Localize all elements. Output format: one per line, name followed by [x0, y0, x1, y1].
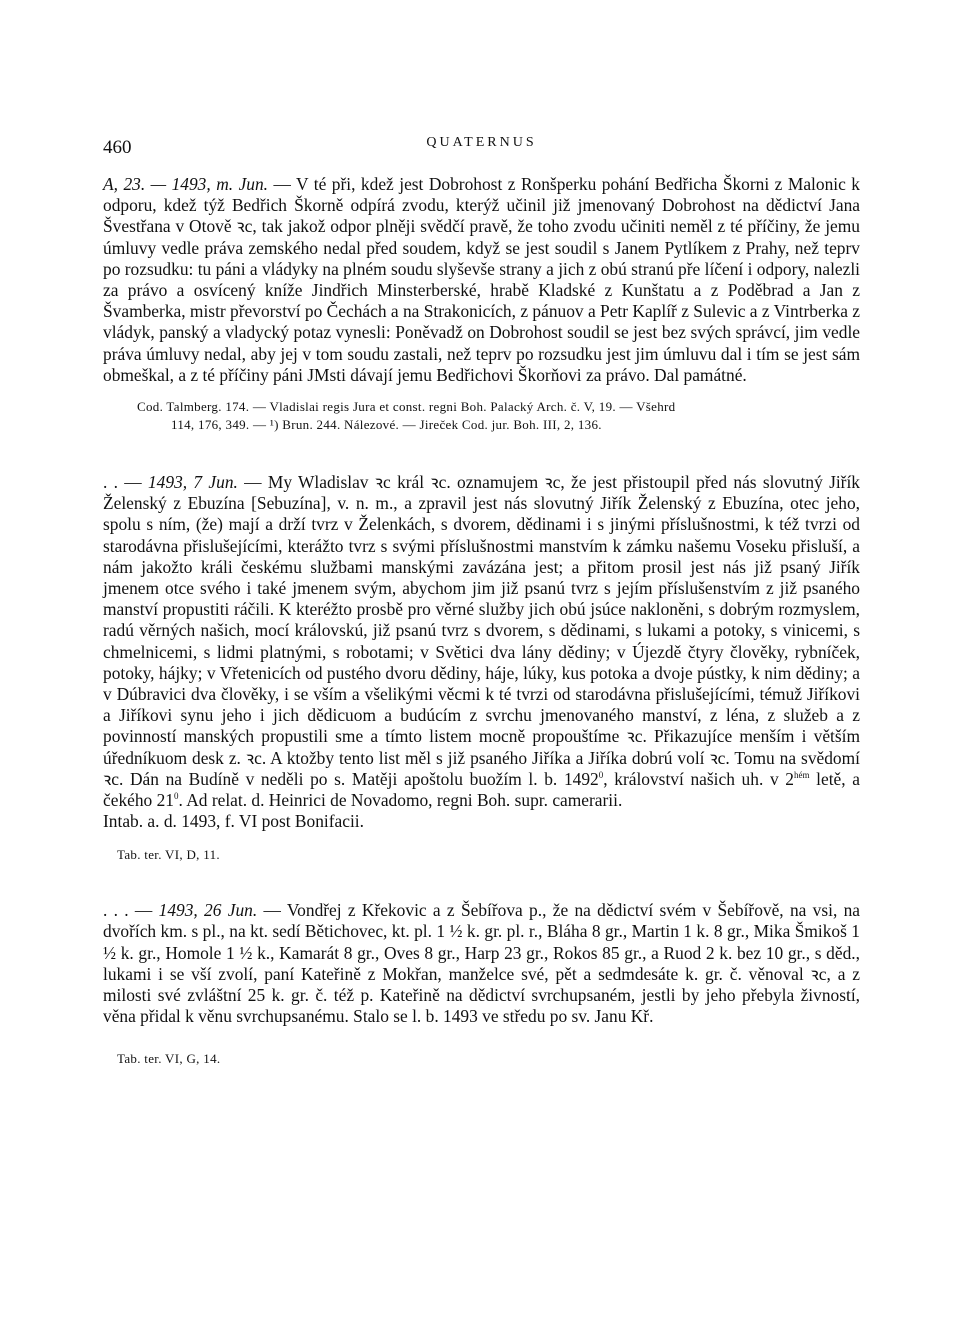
entry-2-note: Tab. ter. VI, D, 11.	[117, 847, 220, 863]
page-header	[103, 120, 860, 170]
entry-1-body: — V té při, kdež jest Dobrohost z Ronšperku pohání Bedřicha Škorni z Malonic k odporu, kdež týž Bedřich Škorně odpírá zvodu, kterýž učinil již jmenovaný Dobrohost na dědictví Jana Švestřana v Otově ꝛc, tak jakož odpor plněji svědčí pravě, že toho zvodu učiniti neměl z té příčiny, že jemu úmluvy vedle práva zemského nedal před soudem, když se jest soudil s Janem Pytlíkem z Prahy, než teprv po rozsudku: tu páni a vládyky na plném soudu slyševše strany a jich z obú stranú pře líčení i odpory, nalezli za právo a osvícený kníže Jindřich Minsterberské, hrabě Kladské z Kunštatu a z Poděbrad a Jan z Švamberka, mistr převorství po Čechách a na Strakonicích, z pánuov a Petr Kaplíř z Sulevic a z Vintrberka z vládyk, panský a vladycký potaz vynesli: Poněvadž on Dobrohost soudil se jest bez svých správcí, jim vedle práva úmluvy nedal, aby jej v tom soudu zastali, než teprv po rozsudku jest jim úmluvu dal i tím se jest sám obmeškal, a z té příčiny páni JMsti dávají jemu Bedřichovi Škorňovi za právo. Dal památné.	[103, 174, 860, 385]
entry-1	[103, 174, 860, 434]
entry-3	[103, 900, 860, 1067]
entry-2-body-d: . Ad relat. d. Heinrici de Novadomo, regni Boh. supr. camerarii.	[178, 790, 623, 811]
entry-2-date: 1493, 7 Jun.	[147, 472, 238, 493]
entry-1-text	[103, 174, 860, 386]
entry-2-body-c: letě, a čekého 21	[103, 768, 861, 811]
entry-3-prefix: . . . —	[103, 900, 159, 921]
entry-2-body-a: — My Wladislav ꝛc král ꝛc. oznamujem ꝛc, že jest přistoupil před nás slovutný Jiřík Želenský z Ebuzína [Sebuzína], v. n. m., a zpravil jest nás slovutný Jiřík Želenský z Ebuzína, otec jeho, spolu s ním, (že) mají a drží tvrz v Želenkách, s dvorem, dědinami i s jinými příslušnostmi, k též tvrzi od starodávna přislušejícími, kterážto tvrz s svými příslušnostmi manstvím k zámku našemu Voseku přisluší, a nám jakožto králi českému službami manskými zavázána jest; a přitom prosil jest nás již psaný Jiřík jmenem otce svého i také jmenem svým, abychom jim již psanú tvrz s jejím příslušenstvím z již psaného manství propustiti ráčili. K kteréžto prosbě pro věrné služby jich obú jsúce nakloněni, s dobrým rozmyslem, radú věrných našich, mocí královskú, již psanú tvrz s dvorem, s dědinami, s lukami a potoky, s vinicemi, s chmelnicemi, s lidmi platnými, s robotami; v Světici dva lány dědiny; v Újezdě čtyry člověky, rybníček, potoky, hájky; v Vřetenicích od pustého dvoru dědiny, háje, lúky, kus potoka a dvoje pústky, k nim dědiny; a v Dúbravici dva člověky, i se vším a všelikými věcmi k té tvrzi od starodávna přislušejícími, témuž Jiříkovi a Jiříkovi synu jeho i jich dědicuom a budúcím z svrchu jmenovaného manství, z léna, z služeb a z povinností manských propustili sme a tímto listem mocně propouštíme ꝛc. Přikazujíce menším i větším úředníkuom desk z. ꝛc. A ktožby tento list měl s již psaného Jiříka a Jiříka dobrú volí ꝛc. Tomu na svědomí ꝛc. Dán na Budíně v neděli po s. Matěji apoštolu buožím l. b. 1492	[103, 472, 860, 789]
entry-3-date: 1493, 26 Jun.	[158, 900, 258, 921]
entry-2-sup-3: 0	[173, 791, 179, 802]
entry-2-sup-2: hém	[794, 770, 810, 781]
entry-2-citation: Intab. a. d. 1493, f. VI post Bonifacii.	[103, 811, 364, 832]
entry-1-date: A, 23. — 1493, m. Jun.	[103, 174, 269, 194]
entry-2-text	[103, 472, 860, 811]
entry-2	[103, 472, 860, 864]
page-number: 460	[103, 137, 132, 158]
entry-3-body: — Vondřej z Křekovic a z Šebířova p., že na dědictví svém v Šebířově, na vsi, na dvořích km. s pl., na kt. sedí Bětichovec, kt. pl. 1 ½ k. gr. pl. r., Bláha 8 gr., Martin 1 k. 8 gr., Mika Šmikoš 1 ½ k. gr., Homole 1 ½ k., Kamarát 8 gr., Oves 8 gr., Harp 23 gr., Rokos 85 gr., a Ruod 2 k. bez 10 gr., s děd., lukami i se vší zvolí, paní Kateřině z Mokřan, manželce své, pět a sedmdesáte k. gr. č. věnoval ꝛc, a z milosti své zvláštní 25 k. gr. č. též p. Kateřině na dědictví svrchupsaném, jestli by jeho přebyla živností, věna přidal k věnu svrchupsanému. Stalo se l. b. 1493 ve středu po sv. Janu Kř.	[103, 900, 861, 1027]
entry-2-sup-1: 0	[598, 770, 604, 781]
entry-1-note-line2: 114, 176, 349. — ¹) Brun. 244. Nálezové. — Jireček Cod. jur. Boh. III, 2, 136.	[171, 417, 602, 433]
entry-3-note: Tab. ter. VI, G, 14.	[117, 1050, 221, 1066]
entry-3-text	[103, 900, 860, 1027]
entry-1-note-line1: Cod. Talmberg. 174. — Vladislai regis Jura et const. regni Boh. Palacký Arch. č. V, 19. — Všehrd	[137, 399, 676, 415]
entry-1-note	[103, 398, 860, 434]
entry-2-body-b: , království našich uh. v 2	[603, 768, 795, 789]
document-page	[103, 120, 860, 1068]
entry-2-prefix: . . —	[103, 472, 148, 493]
running-title: QUATERNUS	[426, 135, 537, 150]
